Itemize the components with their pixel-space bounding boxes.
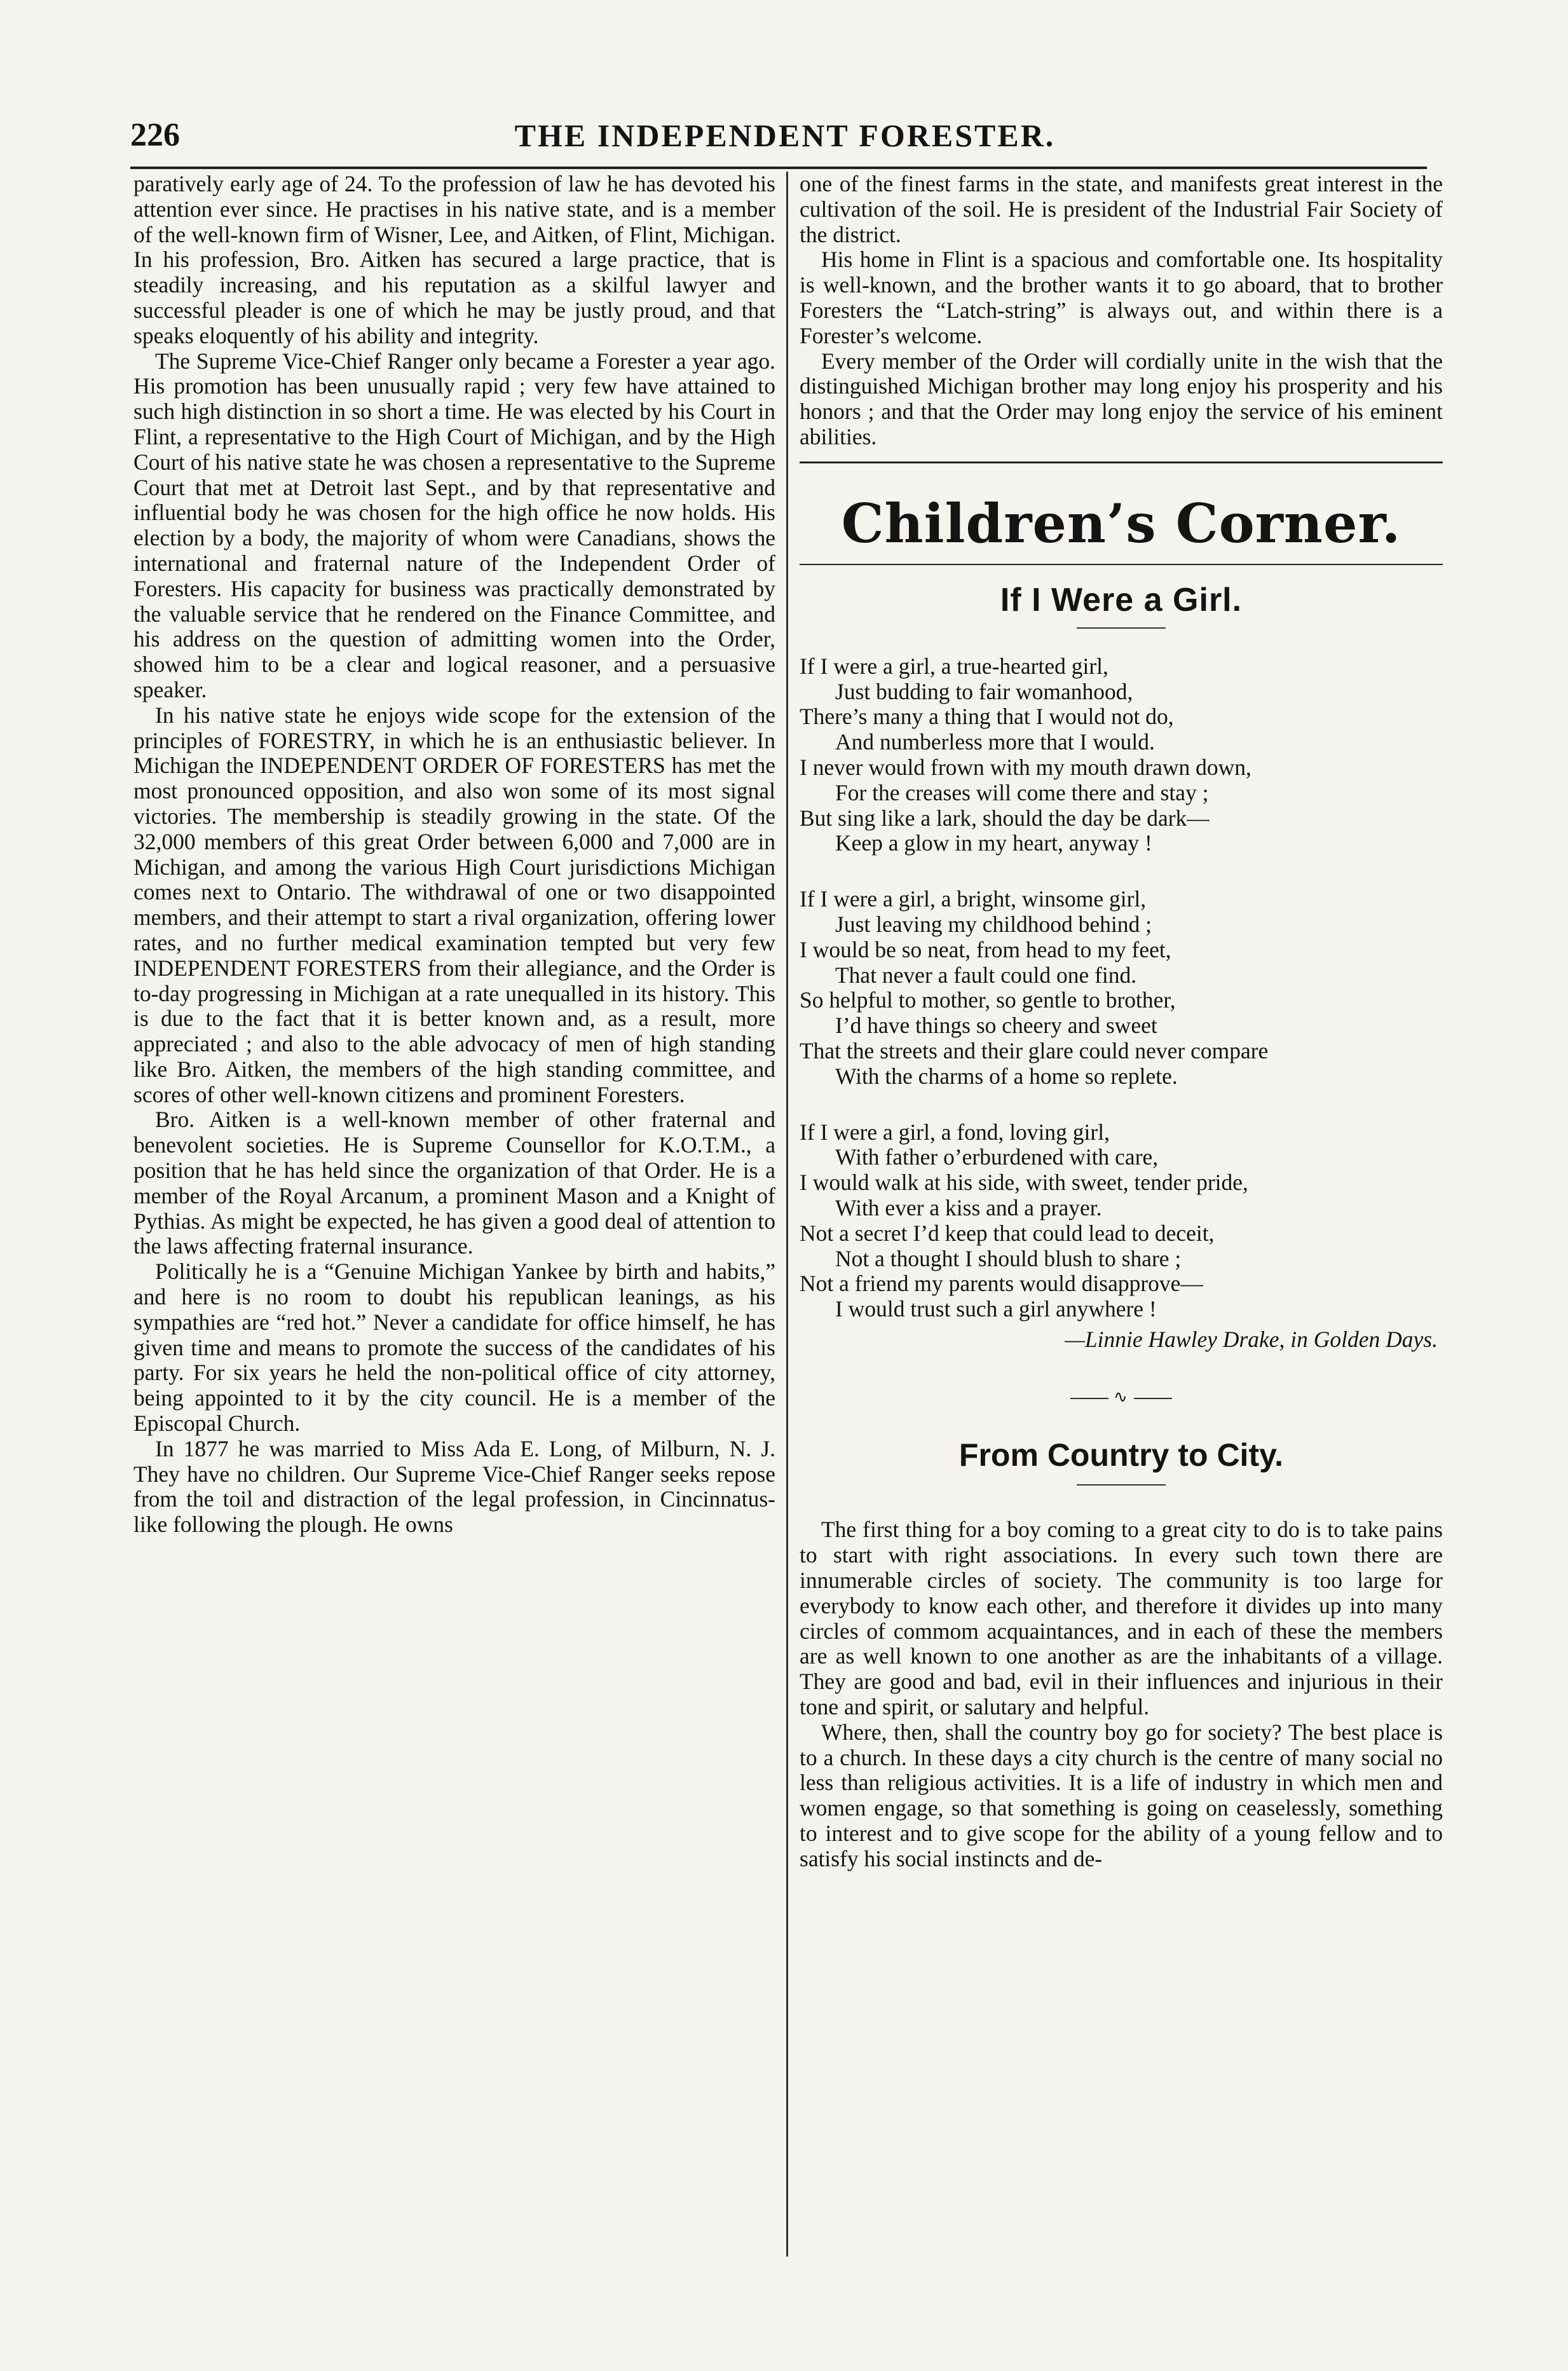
- poem-line: With ever a kiss and a prayer.: [835, 1194, 1102, 1220]
- poem-line: For the creases will come there and stay ;: [835, 779, 1209, 805]
- right-column: [800, 172, 1443, 1872]
- article-paragraph: Every member of the Order will cordially unite in the wish that the distinguished Michigan brother may long enjoy his prosperity and his honors ; and that the Order may long enjoy the service of his eminent abilities.: [800, 348, 1443, 449]
- poem-line: I would trust such a girl anywhere !: [835, 1296, 1157, 1322]
- ornament-divider: [800, 1384, 1443, 1410]
- poem-line: With the charms of a home so replete.: [835, 1063, 1178, 1089]
- poem-line: And numberless more that I would.: [835, 729, 1155, 755]
- poem-line: I would walk at his side, with sweet, tender pride,: [800, 1170, 1248, 1196]
- page-number: 226: [130, 117, 180, 153]
- article-paragraph: The first thing for a boy coming to a great city to do is to take pains to start with right associations. In every such town there are innumerable circles of society. The community is too large for everybody to know each other, and therefore it divides up into many circles of commom acquaintances, and in each of these the members are as well known to one another as are the inhabitants of a village. They are good and bad, evil in their influences and injurious in their tone and spirit, or salutary and helpful.: [800, 1517, 1443, 1720]
- section-title: Children’s Corner.: [841, 491, 1401, 555]
- article-paragraph: His home in Flint is a spacious and comfortable one. Its hospitality is well-known, and the brother wants it to go aboard, that to brother Foresters the “Latch-string” is always out, and within there is a Forester’s welcome.: [800, 247, 1443, 348]
- poem-line: Just budding to fair womanhood,: [835, 678, 1133, 704]
- poem-line: If I were a girl, a fond, loving girl,: [800, 1119, 1110, 1145]
- poem-line: That the streets and their glare could never compare: [800, 1037, 1269, 1063]
- article-paragraph: Where, then, shall the country boy go for society? The best place is to a church. In these days a city church is the centre of many social no less than religious activities. It is a life of industry in which men and women engage, so that something is going on ceaselessly, something to interest and to give scope for the ability of a young fellow and to satisfy his social instincts and de-: [800, 1719, 1443, 1871]
- poem-title: If I Were a Girl.: [1000, 581, 1243, 618]
- poem-line: I would be so neat, from head to my feet,: [800, 936, 1171, 962]
- poem-line: If I were a girl, a bright, winsome girl,: [800, 886, 1147, 912]
- article-paragraph: In his native state he enjoys wide scope for the extension of the principles of FORESTRY, in which he is an enthusiastic believer. In Michigan the INDEPENDENT ORDER OF FORESTERS has met the most pronounced opposition, and also won some of its most signal victories. The membership is steadily growing in the state. Of the 32,000 members of this great Order between 6,000 and 7,000 are in Michigan, and among the various High Court jurisdictions Michigan comes next to Ontario. The withdrawal of one or two disappointed members, and their attempt to start a rival organization, offering lower rates, and no further medical examination tempted but very few INDEPENDENT FORESTERS from their allegiance, and the Order is to-day progressing in Michigan at a rate unequalled in its history. This is due to the fact that it is better known and, as a result, more appreciated ; and also to the able advocacy of men of high standing like Bro. Aitken, the members of the high standing committee, and scores of other well-known citizens and prominent Foresters.: [133, 702, 775, 1107]
- poem-line: I never would frown with my mouth drawn down,: [800, 754, 1251, 780]
- article-title: From Country to City.: [958, 1437, 1284, 1473]
- article-paragraph: paratively early age of 24. To the profession of law he has devoted his attention ever since. He practises in his native state, and is a member of the well-known firm of Wisner, Lee, and Aitken, of Flint, Michigan. In his profession, Bro. Aitken has secured a large practice, that is steadily increasing, and his reputation as a skilful lawyer and successful pleader is one of which he may be justly proud, and that speaks eloquently of his ability and integrity.: [133, 171, 775, 348]
- article-paragraph: Bro. Aitken is a well-known member of other fraternal and benevolent societies. He is Supreme Counsellor for K.O.T.M., a position that he has held since the organization of that Order. He is a member of the Royal Arcanum, a prominent Mason and a Knight of Pythias. As might be expected, he has given a good deal of attention to the laws affecting fraternal insurance.: [133, 1107, 775, 1259]
- section-rule: [800, 461, 1443, 463]
- page-header: [130, 113, 1440, 164]
- poem-line: That never a fault could one find.: [835, 962, 1137, 988]
- article-paragraph: The Supreme Vice-Chief Ranger only became a Forester a year ago. His promotion has been unusually rapid ; very few have attained to such high distinction in so short a time. He was elected by his Court in Flint, a representative to the High Court of Michigan, and by the High Court of his native state he was chosen a representative to the Supreme Court that met at Detroit last Sept., and by that representative and influential body he was chosen for the high office he now holds. His election by a body, the majority of whom were Canadians, shows the international and fraternal nature of the Independent Order of Foresters. His capacity for business was practically demonstrated by the valuable service that he rendered on the Finance Committee, and his address on the question of admitting women into the Order, showed him to be a clear and logical reasoner, and a persuasive speaker.: [133, 348, 775, 702]
- poem-attribution: —Linnie Hawley Drake, in Golden Days.: [1065, 1326, 1438, 1352]
- poem-line: Just leaving my childhood behind ;: [835, 911, 1152, 937]
- poem-line: If I were a girl, a true-hearted girl,: [800, 653, 1108, 679]
- poem-line: With father o’erburdened with care,: [835, 1144, 1159, 1170]
- running-head: THE INDEPENDENT FORESTER.: [514, 118, 1056, 153]
- poem-line: But sing like a lark, should the day be dark—: [800, 805, 1210, 831]
- poem-stanza: [800, 887, 1443, 1089]
- ornament-line: [1134, 1398, 1172, 1399]
- article-paragraph: Politically he is a “Genuine Michigan Yankee by birth and habits,” and here is no room to doubt his republican leanings, as his sympathies are “red hot.” Never a candidate for office himself, he has given time and means to promote the success of the candidates of his party. For six years he held the non-political office of city attorney, being appointed to it by the city council. He is a member of the Episcopal Church.: [133, 1259, 775, 1437]
- poem-stanza: [800, 654, 1443, 856]
- article-paragraph: one of the finest farms in the state, and manifests great interest in the cultivation of the soil. He is president of the Industrial Fair Society of the district.: [800, 171, 1443, 247]
- ornament-flourish-icon: ∿: [1114, 1387, 1129, 1406]
- article-paragraph: In 1877 he was married to Miss Ada E. Long, of Milburn, N. J. They have no children. Our Supreme Vice-Chief Ranger seeks repose from the toil and distraction of the legal profession, in Cincinnatus-like following the plough. He owns: [133, 1435, 775, 1538]
- poem-line: Not a secret I’d keep that could lead to deceit,: [800, 1220, 1215, 1246]
- poem-stanza: [800, 1120, 1443, 1322]
- poem-line: I’d have things so cheery and sweet: [835, 1013, 1157, 1039]
- poem-line: Keep a glow in my heart, anyway !: [835, 830, 1152, 856]
- poem-line: There’s many a thing that I would not do,: [800, 704, 1174, 730]
- poem-line: Not a friend my parents would disapprove—: [800, 1271, 1203, 1297]
- left-column: [133, 172, 775, 1538]
- poem-line: So helpful to mother, so gentle to brother,: [800, 987, 1176, 1013]
- short-rule: [1077, 1484, 1166, 1486]
- column-divider: [786, 172, 788, 2257]
- ornament-line: [1070, 1398, 1108, 1399]
- header-rule: [130, 167, 1427, 169]
- poem-line: Not a thought I should blush to share ;: [835, 1245, 1182, 1271]
- section-rule: [800, 564, 1443, 565]
- short-rule: [1077, 627, 1166, 629]
